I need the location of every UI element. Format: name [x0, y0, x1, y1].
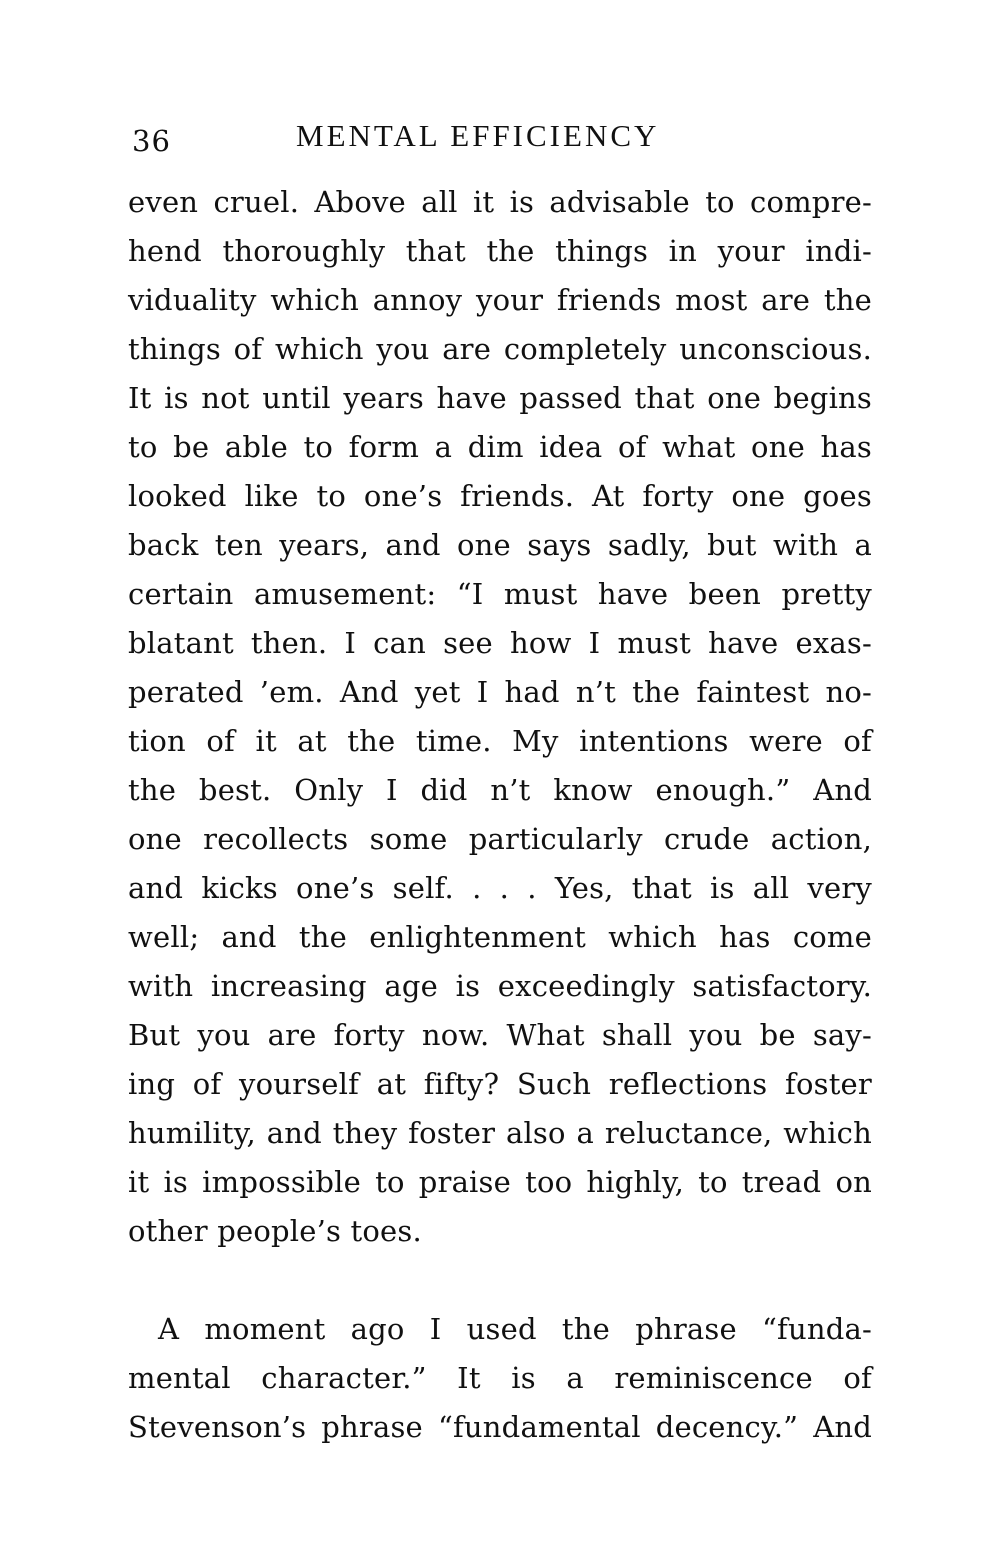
text-line: humility, and they foster also a reluctance, which	[128, 1116, 872, 1150]
text-line: blatant then. I can see how I must have exas-	[128, 626, 872, 660]
text-line: tion of it at the time. My intentions were of	[128, 724, 872, 758]
text-line: looked like to one’s friends. At forty one goes	[128, 479, 872, 513]
text-line: ing of yourself at fifty? Such reflections foster	[128, 1067, 872, 1101]
text-line: to be able to form a dim idea of what one has	[128, 430, 872, 464]
text-line: things of which you are completely unconscious.	[128, 332, 872, 366]
text-line: certain amusement: “I must have been pretty	[128, 577, 872, 611]
text-line: viduality which annoy your friends most are the	[128, 283, 872, 317]
text-line: hend thoroughly that the things in your indi-	[128, 234, 872, 268]
text-line: with increasing age is exceedingly satisfactory.	[128, 969, 872, 1003]
text-line: Stevenson’s phrase “fundamental decency.” And	[128, 1410, 872, 1444]
text-line: and kicks one’s self. . . . Yes, that is all very	[128, 871, 872, 905]
text-line: the best. Only I did n’t know enough.” And	[128, 773, 872, 807]
text-line: A moment ago I used the phrase “funda-	[158, 1312, 872, 1346]
text-line: But you are forty now. What shall you be say-	[128, 1018, 872, 1052]
text-line: other people’s toes.	[128, 1214, 422, 1248]
text-line: back ten years, and one says sadly, but with a	[128, 528, 872, 562]
page-number: 36	[132, 124, 171, 158]
text-line: one recollects some particularly crude action,	[128, 822, 872, 856]
running-title: MENTAL EFFICIENCY	[296, 118, 660, 153]
text-line: well; and the enlightenment which has come	[128, 920, 872, 954]
text-line: it is impossible to praise too highly, to tread on	[128, 1165, 872, 1199]
text-line: perated ’em. And yet I had n’t the faintest no-	[128, 675, 872, 709]
text-line: even cruel. Above all it is advisable to compre-	[128, 185, 872, 219]
text-line: mental character.” It is a reminiscence of	[128, 1361, 872, 1395]
text-line: It is not until years have passed that one begins	[128, 381, 872, 415]
